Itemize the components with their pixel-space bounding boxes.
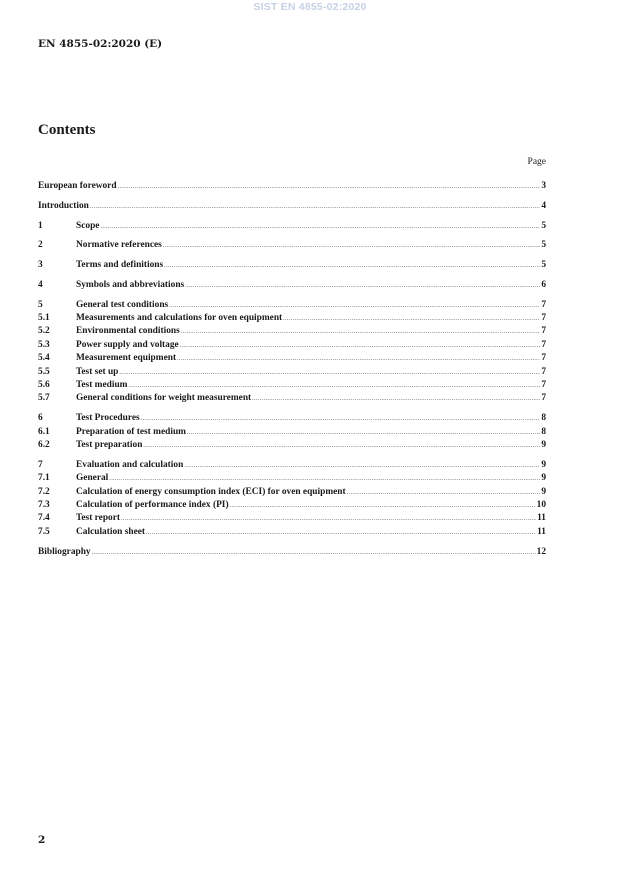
- toc-entry-page: 3: [541, 181, 546, 191]
- toc-entry-title: Preparation of test medium: [76, 426, 186, 437]
- toc-entry-page: 7: [541, 339, 546, 350]
- toc-entry-1[interactable]: [38, 221, 546, 234]
- toc-entry-5-2[interactable]: [38, 326, 546, 339]
- dot-leader: [181, 329, 541, 335]
- toc-entry-6[interactable]: [38, 413, 546, 426]
- toc-entry-7-5[interactable]: [38, 527, 546, 540]
- toc-entry-page: 9: [541, 473, 546, 484]
- dot-leader: [180, 343, 541, 349]
- toc-entry-number: 7.5: [38, 526, 50, 537]
- dot-leader: [118, 184, 541, 190]
- toc-entry-page: 11: [537, 513, 546, 524]
- toc-entry-european-foreword[interactable]: [38, 181, 546, 194]
- toc-entry-title: Evaluation and calculation: [76, 459, 184, 470]
- dot-leader: [185, 283, 540, 289]
- toc-entry-page: 10: [536, 499, 546, 510]
- toc-entry-5-4[interactable]: [38, 353, 546, 366]
- toc-entry-title: Measurements and calculations for oven equipment: [76, 313, 283, 324]
- toc-entry-number: 5.4: [38, 353, 50, 364]
- toc-entry-page: 9: [541, 439, 546, 450]
- toc-entry-number: 6: [38, 413, 43, 424]
- toc-entry-5-3[interactable]: [38, 340, 546, 353]
- toc-entry-title: General conditions for weight measurement: [76, 393, 252, 404]
- dot-leader: [92, 550, 536, 556]
- page-number: 2: [38, 834, 46, 846]
- dot-leader: [100, 224, 540, 230]
- dot-leader: [347, 490, 541, 496]
- toc-entry-page: 11: [537, 526, 546, 537]
- dot-leader: [230, 503, 536, 509]
- toc-entry-number: 7: [38, 459, 43, 470]
- toc-entry-title: Measurement equipment: [76, 353, 177, 364]
- toc-entry-number: 4: [38, 279, 43, 290]
- toc-entry-title: Test set up: [76, 366, 119, 377]
- toc-entry-title: Calculation sheet: [76, 526, 146, 537]
- toc-entry-5-7[interactable]: [38, 393, 546, 406]
- toc-entry-number: 5.3: [38, 339, 50, 350]
- toc-entry-page: 12: [536, 546, 546, 557]
- dot-leader: [128, 383, 540, 389]
- dot-leader: [184, 463, 540, 469]
- toc-entry-page: 7: [541, 313, 546, 324]
- watermark: SIST EN 4855-02:2020: [253, 1, 367, 13]
- toc-entry-page: 4: [541, 200, 546, 211]
- dot-leader: [164, 263, 540, 269]
- toc-entry-7-3[interactable]: [38, 500, 546, 513]
- dot-leader: [163, 243, 541, 249]
- toc-entry-title: General: [76, 473, 109, 484]
- toc-entry-number: 7.4: [38, 513, 50, 524]
- toc-entry-number: 5.5: [38, 366, 50, 377]
- toc-entry-5[interactable]: [38, 300, 546, 313]
- toc-entry-number: 3: [38, 260, 43, 271]
- dot-leader: [177, 356, 540, 362]
- toc-entry-title: Symbols and abbreviations: [76, 279, 185, 290]
- toc-entry-title: Environmental conditions: [76, 326, 180, 337]
- toc-entry-title: Terms and definitions: [76, 260, 164, 271]
- toc-entry-page: 8: [541, 426, 546, 437]
- toc-entry-number: 7.1: [38, 473, 50, 484]
- toc-entry-title: Calculation of performance index (PI): [76, 499, 229, 510]
- toc-entry-page: 5: [541, 220, 546, 231]
- toc-entry-7-2[interactable]: [38, 487, 546, 500]
- toc-entry-page: 7: [541, 366, 546, 377]
- toc-entry-5-5[interactable]: [38, 367, 546, 380]
- toc-entry-page: 7: [541, 326, 546, 337]
- toc-entry-page: 9: [541, 459, 546, 470]
- dot-leader: [143, 443, 540, 449]
- toc-entry-number: 5.7: [38, 393, 50, 404]
- toc-entry-introduction[interactable]: [38, 201, 546, 214]
- toc-entry-number: 5.6: [38, 380, 50, 391]
- toc-entry-title: European foreword: [38, 181, 117, 191]
- toc-entry-6-1[interactable]: [38, 427, 546, 440]
- toc-entry-page: 7: [541, 353, 546, 364]
- toc-entry-title: Scope: [76, 220, 100, 231]
- toc-entry-title: Test preparation: [76, 439, 143, 450]
- toc-entry-page: 6: [541, 279, 546, 290]
- dot-leader: [90, 204, 540, 210]
- document-id: EN 4855-02:2020 (E): [38, 38, 163, 50]
- toc-entry-title: Test Procedures: [76, 413, 140, 424]
- dot-leader: [119, 370, 540, 376]
- page-column-label: Page: [527, 157, 546, 167]
- toc-entry-title: General test conditions: [76, 299, 169, 310]
- dot-leader: [169, 303, 540, 309]
- dot-leader: [109, 476, 540, 482]
- toc-entry-title: Introduction: [38, 200, 89, 211]
- toc-entry-number: 1: [38, 220, 43, 231]
- toc-entry-number: 5.2: [38, 326, 50, 337]
- toc-entry-title: Normative references: [76, 240, 162, 251]
- toc-entry-number: 7.3: [38, 499, 50, 510]
- toc-entry-title: Test medium: [76, 380, 128, 391]
- toc-entry-page: 9: [541, 486, 546, 497]
- dot-leader: [141, 416, 541, 422]
- toc-entry-bibliography[interactable]: [38, 547, 546, 560]
- toc-entry-number: 5.1: [38, 313, 50, 324]
- contents-title: Contents: [38, 122, 96, 138]
- dot-leader: [187, 430, 540, 436]
- toc-entry-page: 7: [541, 380, 546, 391]
- toc-entry-6-2[interactable]: [38, 440, 546, 453]
- toc-entry-title: Bibliography: [38, 546, 91, 557]
- toc-entry-page: 5: [541, 260, 546, 271]
- toc-entry-number: 6.1: [38, 426, 50, 437]
- dot-leader: [121, 516, 536, 522]
- dot-leader: [146, 530, 536, 536]
- toc-entry-5-1[interactable]: [38, 313, 546, 326]
- toc-entry-3[interactable]: [38, 260, 546, 273]
- dot-leader: [283, 316, 540, 322]
- toc-entry-2[interactable]: [38, 240, 546, 253]
- toc-entry-page: 5: [541, 240, 546, 251]
- toc-entry-title: Test report: [76, 513, 121, 524]
- toc-entry-7-4[interactable]: [38, 513, 546, 526]
- toc-entry-4[interactable]: [38, 280, 546, 293]
- toc-entry-title: Power supply and voltage: [76, 339, 179, 350]
- toc-entry-5-6[interactable]: [38, 380, 546, 393]
- toc-entry-number: 5: [38, 299, 43, 310]
- toc-entry-title: Calculation of energy consumption index (ECI) for oven equipment: [76, 486, 346, 497]
- toc-entry-page: 7: [541, 393, 546, 404]
- toc-entry-number: 7.2: [38, 486, 50, 497]
- table-of-contents: [38, 181, 546, 560]
- toc-entry-7[interactable]: [38, 460, 546, 473]
- toc-entry-page: 8: [541, 413, 546, 424]
- toc-entry-page: 7: [541, 299, 546, 310]
- toc-entry-number: 2: [38, 240, 43, 251]
- toc-entry-7-1[interactable]: [38, 473, 546, 486]
- toc-entry-number: 6.2: [38, 439, 50, 450]
- dot-leader: [252, 396, 540, 402]
